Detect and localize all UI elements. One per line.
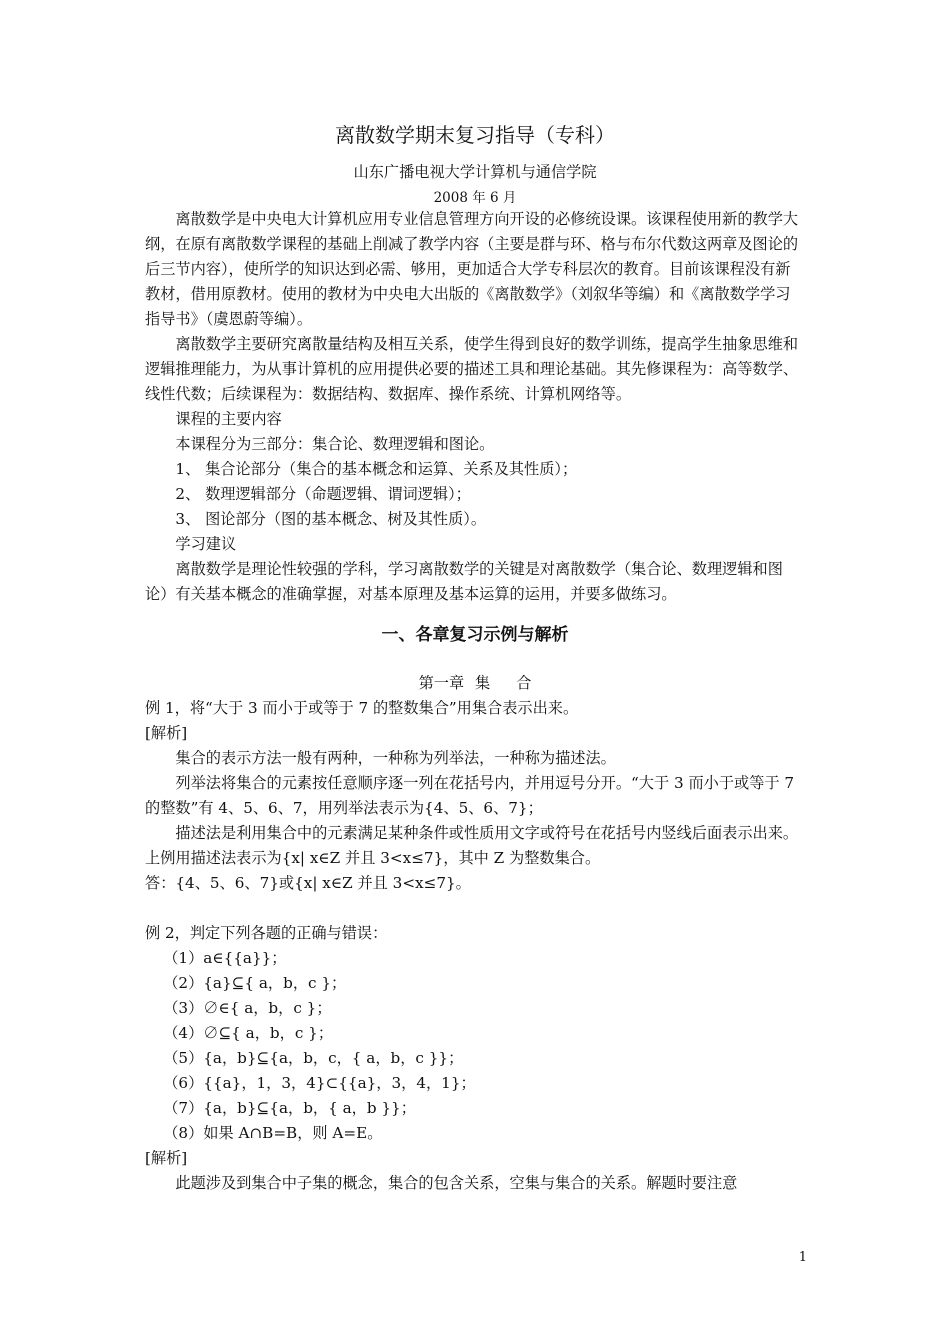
part-item: 2、 数理逻辑部分（命题逻辑、谓词逻辑）； xyxy=(175,485,471,503)
page-number: 1 xyxy=(798,1250,807,1265)
example2-item: （3）∅∈{ a，b，c }； xyxy=(163,999,332,1017)
section-title: 一、各章复习示例与解析 xyxy=(381,625,569,645)
document-subtitle: 山东广播电视大学计算机与通信学院 xyxy=(353,163,597,181)
example2-question: 例 2，判定下列各题的正确与错误： xyxy=(145,924,388,942)
main-content-heading: 课程的主要内容 xyxy=(175,410,282,428)
example2-analysis-text: 此题涉及到集合中子集的概念，集合的包含关系，空集与集合的关系。解题时要注意 xyxy=(175,1174,738,1192)
example2-item: （7）{a，b}⊆{a，b，{ a，b }}； xyxy=(163,1099,416,1117)
part-item: 3、 图论部分（图的基本概念、树及其性质）。 xyxy=(175,510,487,528)
blank-line xyxy=(145,896,805,921)
example1-analysis-line: 列举法将集合的元素按任意顺序逐一列在花括号内，并用逗号分开。“大于 3 而小于或等于 7 的整数”有 4、5、6、7，用列举法表示为{4、5、6、7}； xyxy=(145,774,795,817)
document-title: 离散数学期末复习指导（专科） xyxy=(335,123,615,147)
document-body xyxy=(145,120,805,1196)
example2-item: （1）a∈{{a}}； xyxy=(163,949,287,967)
example1-analysis-line: 描述法是利用集合中的元素满足某种条件或性质用文字或符号在花括号内竖线后面表示出来。上例用描述法表示为{x| x∈Z 并且 3<x≤7}，其中 Z 为整数集合。 xyxy=(145,824,799,867)
study-advice-heading: 学习建议 xyxy=(175,535,237,553)
example2-analysis-label: [解析] xyxy=(145,1149,188,1167)
example1-question: 例 1，将“大于 3 而小于或等于 7 的整数集合”用集合表示出来。 xyxy=(145,699,579,717)
main-content-intro: 本课程分为三部分：集合论、数理逻辑和图论。 xyxy=(175,435,495,453)
example1-analysis-line: 集合的表示方法一般有两种，一种称为列举法，一种称为描述法。 xyxy=(175,749,616,767)
example2-item: （4）∅⊆{ a，b，c }； xyxy=(163,1024,334,1042)
example1-analysis-label: [解析] xyxy=(145,724,188,742)
intro-paragraph: 离散数学是中央电大计算机应用专业信息管理方向开设的必修统设课。该课程使用新的教学大纲，在原有离散数学课程的基础上削减了教学内容（主要是群与环、格与布尔代数这两章及图论的后三节内容），使所学的知识达到必需、够用，更加适合大学专科层次的教育。目前该课程没有新教材，借用原教材。使用的教材为中央电大出版的《离散数学》（刘叙华等编）和《离散数学学习指导书》（虞恩蔚等编）。 xyxy=(145,210,799,328)
example2-item: （5）{a，b}⊆{a，b，c，{ a，b，c }}； xyxy=(163,1049,464,1067)
document-date: 2008 年 6 月 xyxy=(433,190,517,206)
chapter-title: 第一章 集 合 xyxy=(418,674,532,692)
study-advice-text: 离散数学是理论性较强的学科，学习离散数学的关键是对离散数学（集合论、数理逻辑和图论）有关基本概念的准确掌握，对基本原理及基本运算的运用，并要多做练习。 xyxy=(145,560,783,603)
example2-item: （6）{{a}，1，3，4}⊂{{a}，3，4，1}； xyxy=(163,1074,476,1092)
part-item: 1、 集合论部分（集合的基本概念和运算、关系及其性质）； xyxy=(175,460,578,478)
intro-paragraph: 离散数学主要研究离散量结构及相互关系，使学生得到良好的数学训练，提高学生抽象思维和逻辑推理能力，为从事计算机的应用提供必要的描述工具和理论基础。其先修课程为：高等数学、线性代数；后续课程为：数据结构、数据库、操作系统、计算机网络等。 xyxy=(145,335,799,403)
example2-item: （2）{a}⊆{ a，b，c }； xyxy=(163,974,347,992)
example2-item: （8）如果 A∩B=B，则 A=E。 xyxy=(163,1124,383,1142)
example1-answer: 答：{4、5、6、7}或{x| x∈Z 并且 3<x≤7}。 xyxy=(145,874,471,892)
